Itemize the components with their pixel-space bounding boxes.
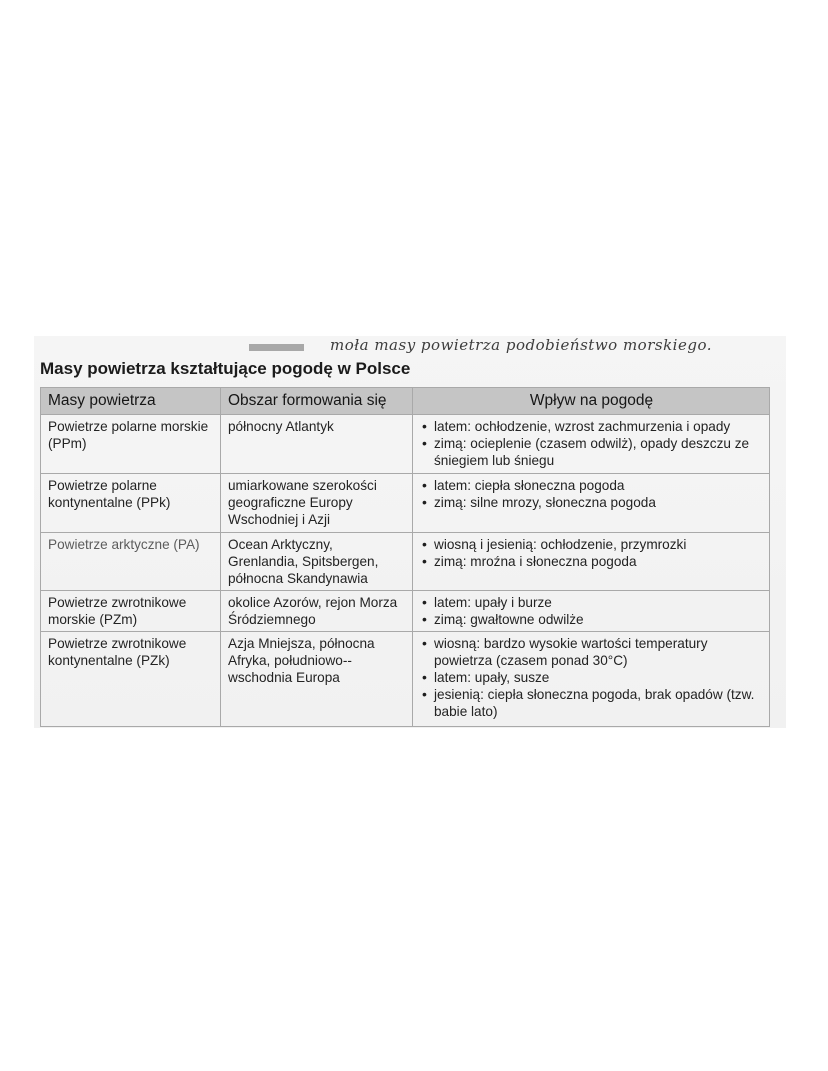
header-masses: Masy powietrza bbox=[41, 388, 221, 415]
cell-mass: Powietrze polarne kontynentalne (PPk) bbox=[41, 474, 221, 533]
effect-item: • jesienią: ciepła słoneczna pogoda, brak opadów (tzw. babie lato) bbox=[434, 686, 763, 720]
table-title: Masy powietrza kształtujące pogodę w Polsce bbox=[40, 359, 411, 378]
effect-item: • wiosną: bardzo wysokie wartości temperatury powietrza (czasem ponad 30°C) bbox=[434, 635, 763, 669]
cell-area: północny Atlantyk bbox=[221, 415, 413, 474]
dark-marker-stroke bbox=[249, 344, 304, 351]
cell-effects bbox=[413, 415, 770, 474]
cell-area: umiarkowane szerokości geograficzne Europy Wschodniej i Azji bbox=[221, 474, 413, 533]
air-masses-table bbox=[40, 387, 770, 727]
table-row bbox=[41, 415, 770, 474]
table-row bbox=[41, 591, 770, 632]
table-row bbox=[41, 533, 770, 591]
cell-area: Ocean Arktyczny, Grenlandia, Spitsbergen, północna Skandynawia bbox=[221, 533, 413, 591]
table-row bbox=[41, 632, 770, 727]
cell-area: okolice Azorów, rejon Morza Śródziemnego bbox=[221, 591, 413, 632]
effect-item: • latem: ciepła słoneczna pogoda bbox=[434, 477, 763, 494]
effect-item: • zimą: mroźna i słoneczna pogoda bbox=[434, 553, 763, 570]
effect-item: • zimą: ocieplenie (czasem odwilż), opady deszczu ze śniegiem lub śniegu bbox=[434, 435, 763, 469]
handwritten-note: moła masy powietrza podobieństwo morskiego. bbox=[330, 336, 712, 354]
effect-item: • latem: upały, susze bbox=[434, 669, 763, 686]
cell-effects bbox=[413, 632, 770, 727]
cell-mass: Powietrze zwrotnikowe morskie (PZm) bbox=[41, 591, 221, 632]
effect-item: • wiosną i jesienią: ochłodzenie, przymrozki bbox=[434, 536, 763, 553]
effect-item: • latem: ochłodzenie, wzrost zachmurzenia i opady bbox=[434, 418, 763, 435]
header-area: Obszar formowania się bbox=[221, 388, 413, 415]
header-effect: Wpływ na pogodę bbox=[413, 388, 770, 415]
effect-item: • zimą: silne mrozy, słoneczna pogoda bbox=[434, 494, 763, 511]
cell-effects bbox=[413, 533, 770, 591]
table-row bbox=[41, 474, 770, 533]
header-row bbox=[41, 388, 770, 415]
cell-mass: Powietrze polarne morskie (PPm) bbox=[41, 415, 221, 474]
cell-mass: Powietrze zwrotnikowe kontynentalne (PZk) bbox=[41, 632, 221, 727]
effect-item: • zimą: gwałtowne odwilże bbox=[434, 611, 763, 628]
cell-effects bbox=[413, 474, 770, 533]
cell-area: Azja Mniejsza, północna Afryka, południowo--wschodnia Europa bbox=[221, 632, 413, 727]
cell-effects bbox=[413, 591, 770, 632]
table-photo bbox=[34, 336, 786, 728]
cell-mass: Powietrze arktyczne (PA) bbox=[41, 533, 221, 591]
effect-item: • latem: upały i burze bbox=[434, 594, 763, 611]
